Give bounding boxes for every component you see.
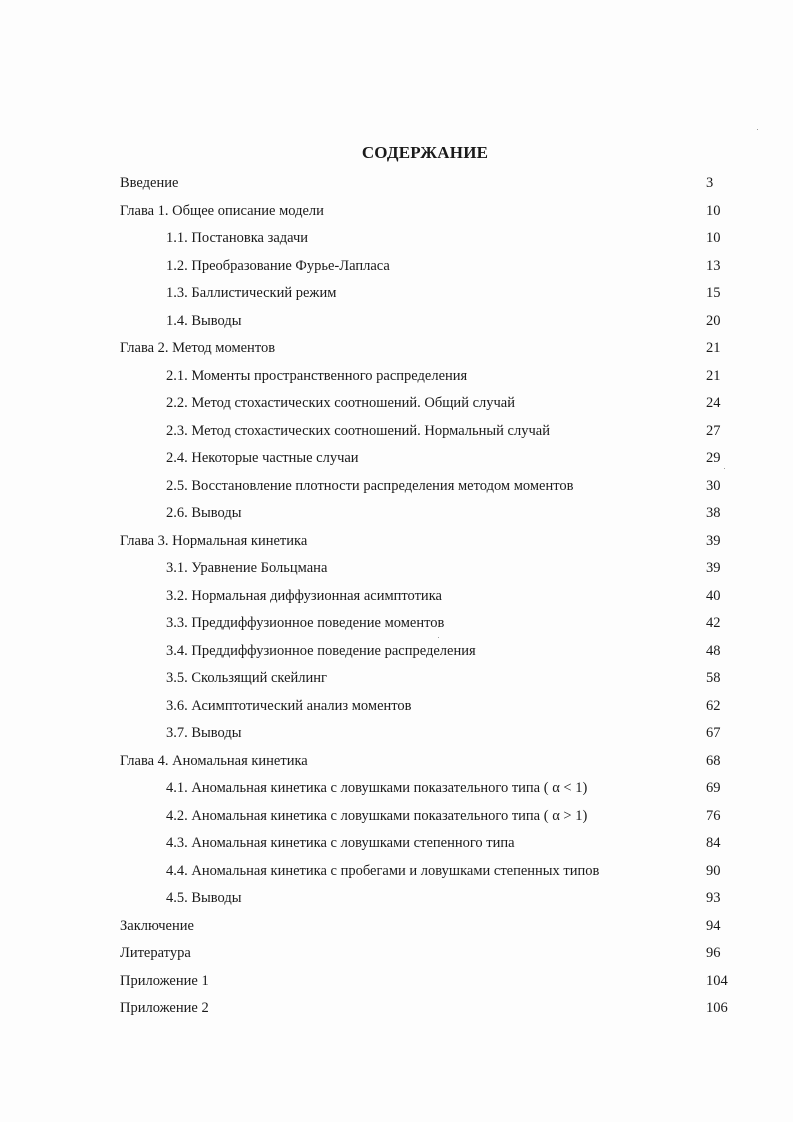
toc-entry-label: Глава 3. Нормальная кинетика <box>120 532 308 549</box>
toc-entry-page-number: 15 <box>706 285 721 301</box>
toc-entry-page-number: 48 <box>706 642 721 659</box>
toc-entry-page-number: 10 <box>706 202 721 219</box>
scan-artifact <box>438 637 439 638</box>
toc-chapter-entry <box>120 170 732 198</box>
toc-subsection-entry <box>120 280 732 308</box>
toc-entry-label: 2.1. Моменты пространственного распределения <box>166 367 468 384</box>
toc-entry-label: 1.4. Выводы <box>166 312 242 329</box>
toc-entry-page-number: 67 <box>706 725 721 741</box>
toc-subsection-entry <box>120 830 732 858</box>
toc-entry-page-number: 30 <box>706 477 721 494</box>
toc-entry-page-number: 42 <box>706 615 721 631</box>
toc-entry-page-number: 58 <box>706 670 721 686</box>
toc-chapter-entry <box>120 995 732 1023</box>
toc-entry-label: Литература <box>120 945 191 961</box>
toc-subsection-entry <box>120 555 732 583</box>
toc-entry-page-number: 24 <box>706 395 721 411</box>
toc-subsection-entry <box>120 858 732 886</box>
toc-entry-label: 1.1. Постановка задачи <box>166 230 309 246</box>
toc-entry-page-number: 93 <box>706 890 721 906</box>
toc-entry-label: 1.2. Преобразование Фурье-Лапласа <box>166 257 390 274</box>
table-of-contents <box>120 170 732 1023</box>
toc-subsection-entry <box>120 308 732 336</box>
toc-entry-page-number: 69 <box>706 780 721 796</box>
toc-entry-label: 3.3. Преддиффузионное поведение моментов <box>166 615 445 631</box>
toc-entry-page-number: 106 <box>706 1000 728 1016</box>
toc-subsection-entry <box>120 610 732 638</box>
toc-entry-page-number: 94 <box>706 917 721 934</box>
toc-chapter-entry <box>120 968 732 996</box>
toc-entry-label: Глава 2. Метод моментов <box>120 340 276 356</box>
toc-subsection-entry <box>120 225 732 253</box>
toc-subsection-entry <box>120 418 732 446</box>
toc-entry-page-number: 39 <box>706 532 721 549</box>
toc-entry-label: 3.2. Нормальная диффузионная асимптотика <box>166 587 442 604</box>
toc-subsection-entry <box>120 500 732 528</box>
toc-entry-page-number: 96 <box>706 945 721 961</box>
toc-entry-page-number: 29 <box>706 450 721 466</box>
toc-entry-label: 3.5. Скользящий скейлинг <box>166 670 327 686</box>
toc-entry-page-number: 90 <box>706 862 721 879</box>
toc-subsection-entry <box>120 720 732 748</box>
toc-entry-label: 2.5. Восстановление плотности распределения методом моментов <box>166 477 574 494</box>
toc-subsection-entry <box>120 390 732 418</box>
toc-chapter-entry <box>120 913 732 941</box>
toc-entry-label: 3.1. Уравнение Больцмана <box>166 560 328 576</box>
toc-entry-label: Приложение 2 <box>120 1000 209 1016</box>
toc-subsection-entry <box>120 803 732 831</box>
toc-chapter-entry <box>120 940 732 968</box>
toc-entry-label: 4.5. Выводы <box>166 890 242 906</box>
toc-entry-label: 2.4. Некоторые частные случаи <box>166 450 359 466</box>
toc-entry-label: 1.3. Баллистический режим <box>166 285 337 301</box>
scan-artifact <box>724 468 725 469</box>
toc-entry-page-number: 21 <box>706 367 721 384</box>
toc-entry-page-number: 104 <box>706 972 728 989</box>
toc-entry-label: Приложение 1 <box>120 972 209 989</box>
page-title: СОДЕРЖАНИЕ <box>361 143 489 162</box>
toc-entry-label: 2.6. Выводы <box>166 505 242 521</box>
scan-artifact <box>757 129 758 130</box>
toc-subsection-entry <box>120 885 732 913</box>
toc-entry-label: 4.2. Аномальная кинетика с ловушками показательного типа ( α > 1) <box>166 807 588 824</box>
toc-entry-label: Глава 1. Общее описание модели <box>120 202 324 219</box>
toc-subsection-entry <box>120 473 732 501</box>
toc-subsection-entry <box>120 445 732 473</box>
toc-entry-label: 3.7. Выводы <box>166 725 242 741</box>
toc-entry-label: 2.3. Метод стохастических соотношений. Нормальный случай <box>166 422 550 439</box>
toc-entry-page-number: 27 <box>706 422 721 439</box>
toc-subsection-entry <box>120 693 732 721</box>
toc-entry-page-number: 68 <box>706 752 721 769</box>
toc-entry-label: Введение <box>120 175 179 191</box>
toc-entry-page-number: 62 <box>706 697 721 714</box>
toc-entry-page-number: 84 <box>706 835 721 851</box>
toc-entry-page-number: 13 <box>706 257 721 274</box>
toc-entry-page-number: 40 <box>706 587 721 604</box>
toc-entry-label: 4.4. Аномальная кинетика с пробегами и ловушками степенных типов <box>166 862 600 879</box>
toc-entry-page-number: 10 <box>706 230 721 246</box>
toc-entry-label: Заключение <box>120 917 194 934</box>
toc-entry-page-number: 76 <box>706 807 721 824</box>
toc-subsection-entry <box>120 583 732 611</box>
toc-subsection-entry <box>120 775 732 803</box>
toc-entry-page-number: 20 <box>706 312 721 329</box>
toc-chapter-entry <box>120 748 732 776</box>
toc-entry-label: 3.6. Асимптотический анализ моментов <box>166 697 412 714</box>
toc-subsection-entry <box>120 253 732 281</box>
toc-chapter-entry <box>120 198 732 226</box>
toc-entry-page-number: 21 <box>706 340 721 356</box>
toc-subsection-entry <box>120 638 732 666</box>
toc-entry-page-number: 39 <box>706 560 721 576</box>
toc-entry-label: 4.1. Аномальная кинетика с ловушками показательного типа ( α < 1) <box>166 780 588 796</box>
toc-entry-label: Глава 4. Аномальная кинетика <box>120 752 308 769</box>
toc-entry-label: 2.2. Метод стохастических соотношений. Общий случай <box>166 395 515 411</box>
toc-subsection-entry <box>120 363 732 391</box>
toc-chapter-entry <box>120 528 732 556</box>
toc-entry-label: 4.3. Аномальная кинетика с ловушками степенного типа <box>166 835 515 851</box>
toc-entry-label: 3.4. Преддиффузионное поведение распределения <box>166 642 476 659</box>
toc-entry-page-number: 3 <box>706 175 714 191</box>
toc-subsection-entry <box>120 665 732 693</box>
toc-chapter-entry <box>120 335 732 363</box>
toc-entry-page-number: 38 <box>706 505 721 521</box>
